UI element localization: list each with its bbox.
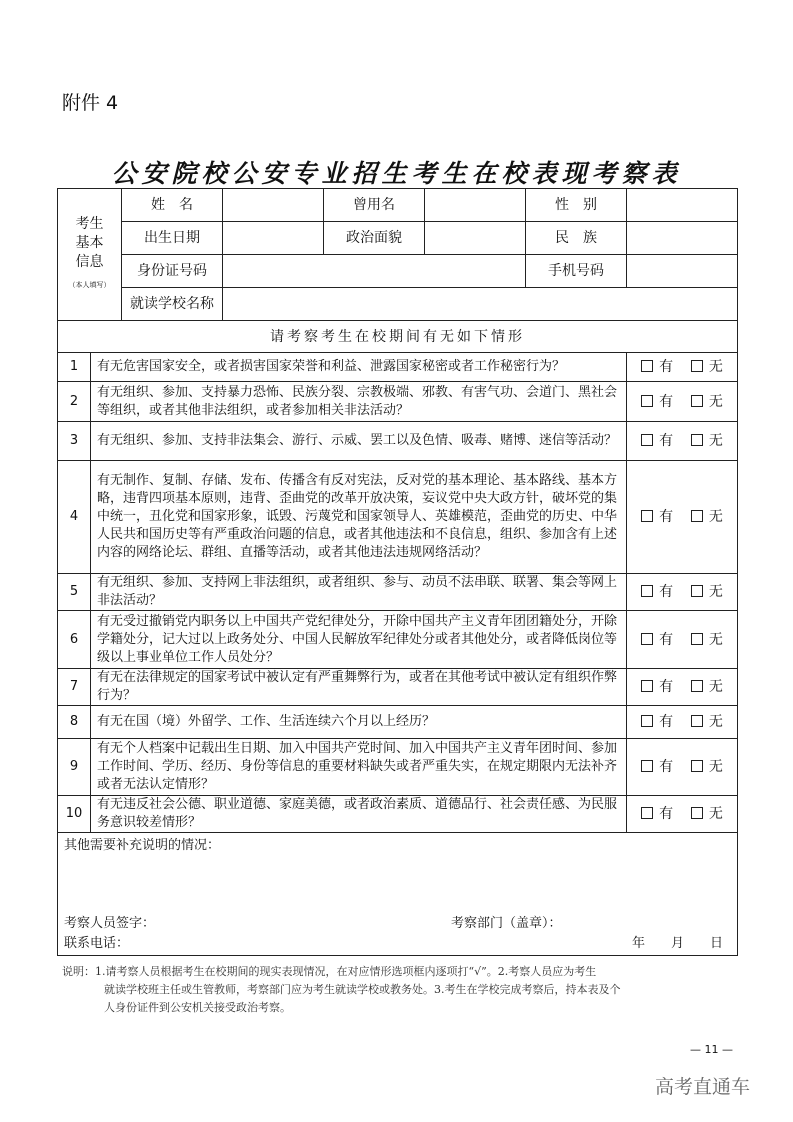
yes-checkbox[interactable]	[641, 433, 673, 449]
answer-options	[627, 353, 738, 382]
no-checkbox[interactable]	[691, 584, 723, 600]
yes-label: 有	[659, 806, 674, 822]
birth-label: 出生日期	[122, 222, 223, 255]
checkbox-icon	[691, 760, 703, 772]
id-label: 身份证号码	[122, 255, 223, 288]
checkbox-icon	[641, 585, 653, 597]
answer-options	[627, 739, 738, 796]
answer-options	[627, 611, 738, 669]
question-text: 有无在法律规定的国家考试中被认定有严重舞弊行为，或者在其他考试中被认定有组织作弊行为？	[91, 669, 627, 706]
checkbox-icon	[641, 633, 653, 645]
no-label: 无	[708, 759, 723, 775]
no-checkbox[interactable]	[691, 806, 723, 822]
gender-label: 性 别	[526, 189, 627, 222]
checkbox-icon	[641, 680, 653, 692]
question-text: 有无制作、复制、存储、发布、传播含有反对宪法，反对党的基本理论、基本路线、基本方略，违背四项基本原则，违背、歪曲党的改革开放决策，妄议党中央大政方针，破坏党的集中统一，丑化党和国家形象，诋毁、污蔑党和国家领导人、英雄模范，歪曲党的历史、中华人民共和国历史等有严重政治问题的信息，或者其他违法和不良信息，组织、参加含有上述内容的网络论坛、群组、直播等活动，或者其他违法违规网络活动？	[91, 461, 627, 574]
former-name-label: 曾用名	[324, 189, 425, 222]
question-number: 5	[58, 574, 91, 611]
former-name-field[interactable]	[425, 189, 526, 222]
name-label: 姓 名	[122, 189, 223, 222]
question-text: 有无受过撤销党内职务以上中国共产党纪律处分，开除中国共产主义青年团团籍处分，开除学籍处分，记大过以上政务处分、中国人民解放军纪律处分或者其他处分，或者降低岗位等级以上事业单位工作人员处分？	[91, 611, 627, 669]
answer-options	[627, 422, 738, 461]
question-row	[58, 706, 738, 739]
yes-checkbox[interactable]	[641, 759, 673, 775]
yes-checkbox[interactable]	[641, 714, 673, 730]
question-row	[58, 382, 738, 422]
inspection-form	[57, 188, 738, 956]
no-label: 无	[708, 433, 723, 449]
school-label: 就读学校名称	[122, 288, 223, 321]
question-row	[58, 574, 738, 611]
yes-checkbox[interactable]	[641, 359, 673, 375]
question-number: 10	[58, 796, 91, 833]
political-field[interactable]	[425, 222, 526, 255]
no-label: 无	[708, 679, 723, 695]
no-label: 无	[708, 393, 723, 410]
checkbox-icon	[691, 633, 703, 645]
checkbox-icon	[691, 434, 703, 446]
watermark: 高考直通车	[655, 1076, 751, 1098]
no-checkbox[interactable]	[691, 714, 723, 730]
question-text: 有无组织、参加、支持网上非法组织，或者组织、参与、动员不法串联、联署、集会等网上非法活动？	[91, 574, 627, 611]
no-checkbox[interactable]	[691, 759, 723, 775]
ethnicity-field[interactable]	[627, 222, 738, 255]
no-label: 无	[708, 631, 723, 648]
question-row	[58, 739, 738, 796]
no-checkbox[interactable]	[691, 433, 723, 449]
question-number: 6	[58, 611, 91, 669]
checkbox-icon	[691, 360, 703, 372]
questions-heading: 请考察考生在校期间有无如下情形	[58, 321, 738, 353]
answer-options	[627, 706, 738, 739]
question-row	[58, 796, 738, 833]
yes-label: 有	[659, 359, 674, 375]
question-text: 有无个人档案中记载出生日期、加入中国共产党时间、加入中国共产主义青年团时间、参加工作时间、学历、经历、身份等信息的重要材料缺失或者严重失实，在规定期限内无法补齐或者无法认定情形？	[91, 739, 627, 796]
question-row	[58, 461, 738, 574]
question-row	[58, 669, 738, 706]
no-checkbox[interactable]	[691, 394, 723, 410]
checkbox-icon	[641, 360, 653, 372]
checkbox-icon	[691, 395, 703, 407]
birth-field[interactable]	[223, 222, 324, 255]
checkbox-icon	[691, 680, 703, 692]
gender-field[interactable]	[627, 189, 738, 222]
question-number: 3	[58, 422, 91, 461]
no-label: 无	[708, 806, 723, 822]
no-label: 无	[708, 714, 723, 730]
checkbox-icon	[691, 510, 703, 522]
yes-label: 有	[659, 584, 674, 600]
yes-checkbox[interactable]	[641, 679, 673, 695]
no-label: 无	[708, 359, 723, 375]
yes-label: 有	[659, 509, 674, 525]
answer-options	[627, 382, 738, 422]
attachment-label: 附件 4	[62, 92, 119, 114]
supplement-label: 其他需要补充说明的情况：	[64, 838, 221, 853]
checkbox-icon	[641, 434, 653, 446]
dept-label: 考察部门（盖章）：	[451, 916, 562, 931]
checkbox-icon	[641, 760, 653, 772]
checkbox-icon	[691, 585, 703, 597]
checkbox-icon	[641, 807, 653, 819]
question-text: 有无在国（境）外留学、工作、生活连续六个月以上经历？	[91, 706, 627, 739]
question-number: 8	[58, 706, 91, 739]
question-number: 7	[58, 669, 91, 706]
phone-label: 手机号码	[526, 255, 627, 288]
no-checkbox[interactable]	[691, 679, 723, 695]
checkbox-icon	[641, 715, 653, 727]
yes-label: 有	[659, 714, 674, 730]
yes-checkbox[interactable]	[641, 584, 673, 600]
no-checkbox[interactable]	[691, 509, 723, 525]
instructions-note	[62, 963, 742, 1017]
political-label: 政治面貌	[324, 222, 425, 255]
signer-label: 考察人员签字：	[64, 916, 156, 931]
question-row	[58, 422, 738, 461]
yes-label: 有	[659, 433, 674, 449]
answer-options	[627, 574, 738, 611]
phone-contact-label: 联系电话：	[64, 936, 130, 951]
form-title: 公安院校公安专业招生考生在校表现考察表	[111, 159, 682, 188]
ethnicity-label: 民 族	[526, 222, 627, 255]
answer-options	[627, 461, 738, 574]
school-field[interactable]	[223, 288, 738, 321]
basic-info-label: 考生基本信息 （本人填写）	[58, 189, 122, 321]
question-text: 有无危害国家安全，或者损害国家荣誉和利益、泄露国家秘密或者工作秘密行为？	[91, 353, 627, 382]
yes-checkbox[interactable]	[641, 509, 673, 525]
question-number: 9	[58, 739, 91, 796]
question-text: 有无组织、参加、支持暴力恐怖、民族分裂、宗教极端、邪教、有害气功、会道门、黑社会等组织，或者其他非法组织，或者参加相关非法活动？	[91, 382, 627, 422]
yes-label: 有	[659, 759, 674, 775]
question-text: 有无违反社会公德、职业道德、家庭美德，或者政治素质、道德品行、社会责任感、为民服务意识较差情形？	[91, 796, 627, 833]
question-row	[58, 353, 738, 382]
checkbox-icon	[691, 715, 703, 727]
yes-checkbox[interactable]	[641, 394, 673, 410]
page-number: — 11 —	[690, 1043, 733, 1056]
checkbox-icon	[641, 395, 653, 407]
phone-field[interactable]	[627, 255, 738, 288]
yes-label: 有	[659, 631, 674, 648]
no-label: 无	[708, 584, 723, 600]
answer-options	[627, 669, 738, 706]
checkbox-icon	[691, 807, 703, 819]
no-checkbox[interactable]	[691, 632, 723, 648]
name-field[interactable]	[223, 189, 324, 222]
no-checkbox[interactable]	[691, 359, 723, 375]
note-line: 说明：1.请考察人员根据考生在校期间的现实表现情况，在对应情形选项框内逐项打“√”。2.考察人员应为考生	[62, 965, 597, 978]
answer-options	[627, 796, 738, 833]
supplement-area[interactable]	[58, 833, 738, 956]
note-line: 就读学校班主任或生管教师，考察部门应为考生就读学校或教务处。3.考生在学校完成考察后，持本表及个	[104, 983, 621, 996]
date-label: 年 月 日	[631, 936, 723, 951]
no-label: 无	[708, 509, 723, 525]
checkbox-icon	[641, 510, 653, 522]
question-number: 1	[58, 353, 91, 382]
yes-label: 有	[659, 679, 674, 695]
yes-checkbox[interactable]	[641, 806, 673, 822]
question-number: 2	[58, 382, 91, 422]
question-number: 4	[58, 461, 91, 574]
yes-label: 有	[659, 393, 674, 410]
note-line: 人身份证件到公安机关接受政治考察。	[104, 1001, 291, 1014]
question-row	[58, 611, 738, 669]
question-text: 有无组织、参加、支持非法集会、游行、示威、罢工以及色情、吸毒、赌博、迷信等活动？	[91, 422, 627, 461]
id-field[interactable]	[223, 255, 526, 288]
yes-checkbox[interactable]	[641, 632, 673, 648]
